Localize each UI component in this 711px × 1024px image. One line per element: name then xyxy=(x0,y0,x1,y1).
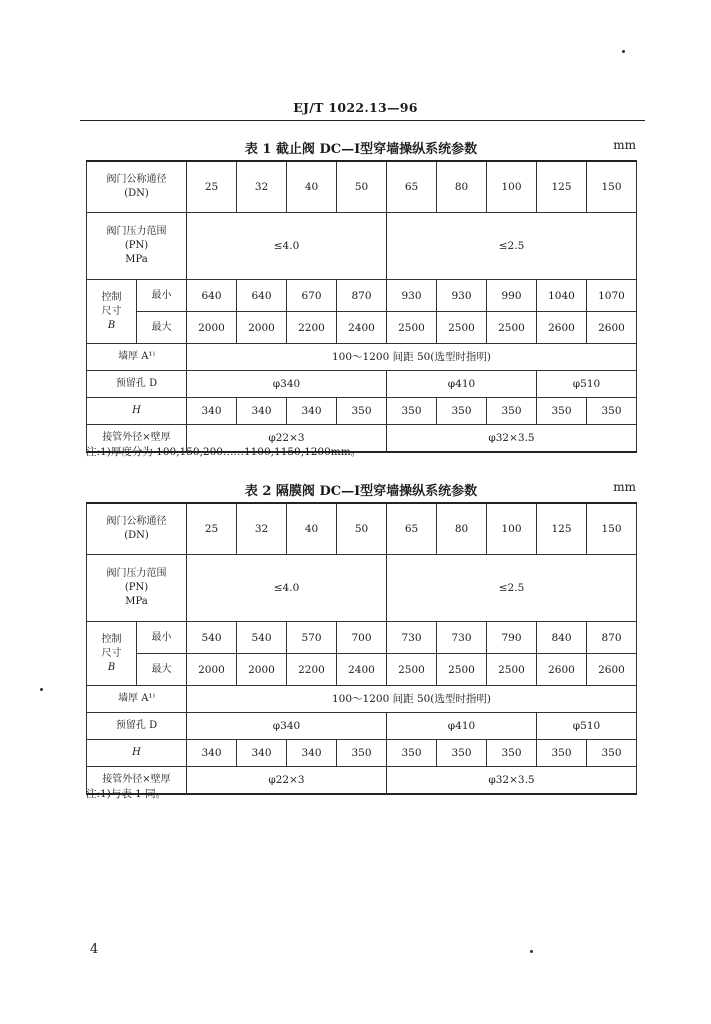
ctrl-label-1: 控制 xyxy=(101,633,122,645)
table2-unit: mm xyxy=(613,480,636,494)
table1-note: 注:1)厚度分为 100,150,200……1100,1150,1200mm。 xyxy=(86,446,362,458)
max-value: 2500 xyxy=(437,312,487,344)
pn-unit: MPa xyxy=(125,254,148,265)
min-value: 540 xyxy=(237,622,287,654)
min-value: 640 xyxy=(237,280,287,312)
h-value: 350 xyxy=(387,398,437,425)
dn-symbol: (DN) xyxy=(124,530,149,541)
hole-value: φ340 xyxy=(187,713,387,740)
min-value: 930 xyxy=(387,280,437,312)
h-label: H xyxy=(87,398,187,425)
max-value: 2000 xyxy=(187,312,237,344)
pn-label-cell xyxy=(87,213,187,280)
min-value: 540 xyxy=(187,622,237,654)
table2 xyxy=(86,502,637,795)
dn-value: 40 xyxy=(287,503,337,555)
max-value: 2000 xyxy=(237,654,287,686)
wall-value: 100～1200 间距 50(选型时指明) xyxy=(187,344,637,371)
max-value: 2500 xyxy=(387,312,437,344)
pn-label-cell xyxy=(87,555,187,622)
h-value: 350 xyxy=(337,398,387,425)
h-value: 350 xyxy=(487,740,537,767)
h-value: 340 xyxy=(237,398,287,425)
table1-caption xyxy=(86,138,636,156)
ctrl-label-2: 尺寸 xyxy=(101,647,122,659)
h-value: 350 xyxy=(437,398,487,425)
h-value: 350 xyxy=(487,398,537,425)
dn-value: 50 xyxy=(337,161,387,213)
dn-value: 80 xyxy=(437,161,487,213)
table1-title: 表 1 截止阀 DC—Ⅰ型穿墙操纵系统参数 xyxy=(244,142,478,157)
dn-value: 150 xyxy=(587,161,637,213)
table2-title: 表 2 隔膜阀 DC—Ⅰ型穿墙操纵系统参数 xyxy=(244,484,478,499)
ctrl-size-label-cell xyxy=(87,622,137,686)
pn-label: 阀门压力范围 xyxy=(106,226,167,237)
hole-value: φ410 xyxy=(387,371,537,398)
h-value: 350 xyxy=(337,740,387,767)
pn-low-value: ≤4.0 xyxy=(187,555,387,622)
h-value: 350 xyxy=(387,740,437,767)
max-value: 2500 xyxy=(487,654,537,686)
dn-label-cell xyxy=(87,503,187,555)
min-value: 570 xyxy=(287,622,337,654)
min-value: 790 xyxy=(487,622,537,654)
dn-value: 32 xyxy=(237,503,287,555)
ctrl-label-3: B xyxy=(107,661,116,673)
dn-value: 32 xyxy=(237,161,287,213)
hole-value: φ340 xyxy=(187,371,387,398)
h-value: 340 xyxy=(187,740,237,767)
max-value: 2400 xyxy=(337,654,387,686)
table1-unit: mm xyxy=(613,138,636,152)
min-label: 最小 xyxy=(137,622,187,654)
pn-label: 阀门压力范围 xyxy=(106,568,167,579)
dn-value: 50 xyxy=(337,503,387,555)
pipe-value: φ22×3 xyxy=(187,425,387,453)
pipe-value: φ32×3.5 xyxy=(387,425,637,453)
h-value: 340 xyxy=(237,740,287,767)
h-value: 340 xyxy=(187,398,237,425)
max-value: 2000 xyxy=(187,654,237,686)
dn-label-cell xyxy=(87,161,187,213)
min-value: 730 xyxy=(387,622,437,654)
standard-number-header: EJ/T 1022.13—96 xyxy=(293,100,418,115)
h-value: 350 xyxy=(437,740,487,767)
dn-value: 65 xyxy=(387,503,437,555)
min-value: 1070 xyxy=(587,280,637,312)
max-value: 2600 xyxy=(537,312,587,344)
dn-label: 阀门公称通径 xyxy=(106,516,167,527)
wall-value: 100～1200 间距 50(选型时指明) xyxy=(187,686,637,713)
hole-value: φ510 xyxy=(537,371,637,398)
max-value: 2200 xyxy=(287,312,337,344)
wall-label: 墙厚 A¹⁾ xyxy=(87,686,187,713)
dn-value: 100 xyxy=(487,161,537,213)
max-value: 2500 xyxy=(487,312,537,344)
scan-speck xyxy=(622,50,625,53)
dn-value: 40 xyxy=(287,161,337,213)
scan-speck xyxy=(40,688,43,691)
wall-label: 墙厚 A¹⁾ xyxy=(87,344,187,371)
dn-value: 100 xyxy=(487,503,537,555)
min-value: 990 xyxy=(487,280,537,312)
min-label: 最小 xyxy=(137,280,187,312)
h-value: 350 xyxy=(587,740,637,767)
dn-symbol: (DN) xyxy=(124,188,149,199)
table1 xyxy=(86,160,637,453)
h-value: 350 xyxy=(537,398,587,425)
dn-value: 125 xyxy=(537,503,587,555)
h-value: 350 xyxy=(587,398,637,425)
min-value: 730 xyxy=(437,622,487,654)
h-value: 350 xyxy=(537,740,587,767)
dn-value: 25 xyxy=(187,503,237,555)
max-value: 2400 xyxy=(337,312,387,344)
min-value: 640 xyxy=(187,280,237,312)
dn-value: 150 xyxy=(587,503,637,555)
hole-value: φ410 xyxy=(387,713,537,740)
dn-value: 25 xyxy=(187,161,237,213)
max-value: 2600 xyxy=(587,312,637,344)
pipe-label: 接管外径×壁厚 xyxy=(87,425,187,453)
max-value: 2200 xyxy=(287,654,337,686)
min-value: 870 xyxy=(337,280,387,312)
pipe-value: φ22×3 xyxy=(187,767,387,795)
pn-symbol: (PN) xyxy=(124,240,149,251)
table2-caption xyxy=(86,480,636,498)
min-value: 700 xyxy=(337,622,387,654)
header-rule xyxy=(80,120,645,121)
max-value: 2500 xyxy=(387,654,437,686)
ctrl-label-3: B xyxy=(107,319,116,331)
max-value: 2600 xyxy=(537,654,587,686)
scan-speck xyxy=(530,950,533,953)
hole-label: 预留孔 D xyxy=(87,713,187,740)
min-value: 670 xyxy=(287,280,337,312)
max-value: 2000 xyxy=(237,312,287,344)
ctrl-size-label-cell xyxy=(87,280,137,344)
pipe-label: 接管外径×壁厚 xyxy=(87,767,187,795)
page-number: 4 xyxy=(90,942,99,957)
h-value: 340 xyxy=(287,398,337,425)
dn-value: 125 xyxy=(537,161,587,213)
h-label: H xyxy=(87,740,187,767)
ctrl-label-1: 控制 xyxy=(101,291,122,303)
pn-unit: MPa xyxy=(125,596,148,607)
table2-note: 注:1)与表 1 同。 xyxy=(86,788,167,800)
min-value: 840 xyxy=(537,622,587,654)
hole-label: 预留孔 D xyxy=(87,371,187,398)
max-value: 2600 xyxy=(587,654,637,686)
pn-high-value: ≤2.5 xyxy=(387,213,637,280)
pipe-value: φ32×3.5 xyxy=(387,767,637,795)
pn-symbol: (PN) xyxy=(124,582,149,593)
pn-high-value: ≤2.5 xyxy=(387,555,637,622)
dn-label: 阀门公称通径 xyxy=(106,174,167,185)
max-label: 最大 xyxy=(137,312,187,344)
pn-low-value: ≤4.0 xyxy=(187,213,387,280)
hole-value: φ510 xyxy=(537,713,637,740)
ctrl-label-2: 尺寸 xyxy=(101,305,122,317)
min-value: 930 xyxy=(437,280,487,312)
h-value: 340 xyxy=(287,740,337,767)
dn-value: 65 xyxy=(387,161,437,213)
max-label: 最大 xyxy=(137,654,187,686)
min-value: 870 xyxy=(587,622,637,654)
max-value: 2500 xyxy=(437,654,487,686)
dn-value: 80 xyxy=(437,503,487,555)
min-value: 1040 xyxy=(537,280,587,312)
